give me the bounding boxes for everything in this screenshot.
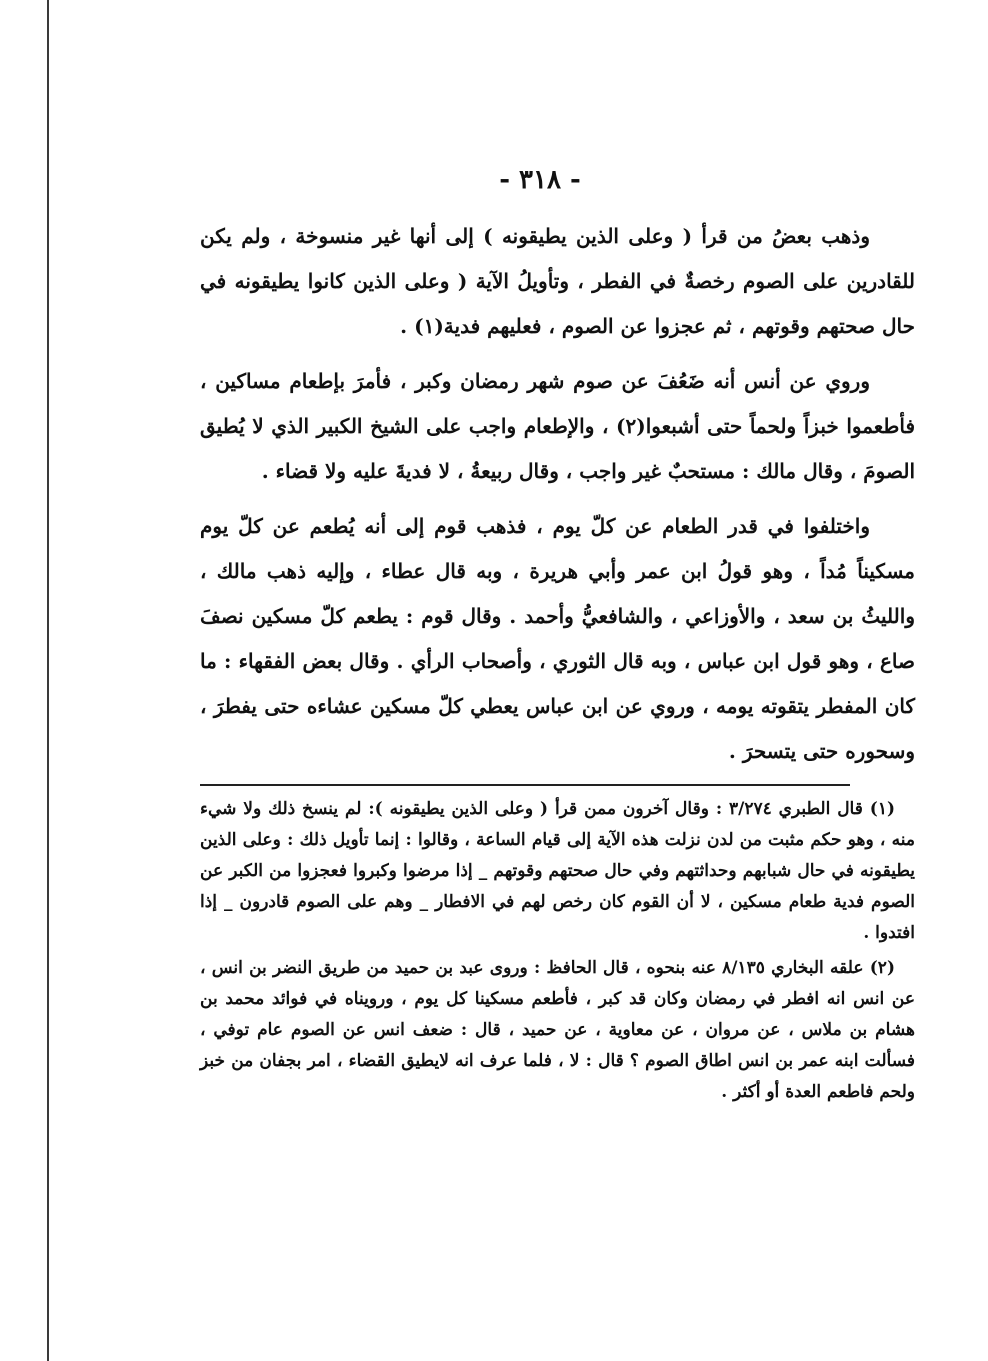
- footnote-separator: [200, 784, 850, 786]
- document-page: [150, 160, 930, 1260]
- footnotes: [200, 794, 915, 1108]
- page-number: - ٣١٨ -: [499, 165, 581, 195]
- paragraph: واختلفوا في قدر الطعام عن كلّ يوم ، فذهب قوم إلى أنه يُطعم عن كلّ يوم مسكيناً مُداً ، وهو قولُ ابن عمر وأبي هريرة ، وبه قال عطاء ، وإليه ذهب مالك ، والليثُ بن سعد ، والأوزاعي ، والشافعيُّ وأحمد . وقال قوم : يطعم كلّ مسكين نصفَ صاع ، وهو قول ابن عباس ، وبه قال الثوري ، وأصحاب الرأي . وقال بعض الفقهاء : ما كان المفطر يتقوته يومه ، وروي عن ابن عباس يعطي كلّ مسكين عشاءه حتى يفطرَ ، وسحوره حتى يتسحرَ .: [200, 514, 915, 763]
- footnote: (٢) علقه البخاري ٨/١٣٥ عنه بنحوه ، قال الحافظ : وروى عبد بن حميد من طريق النضر بن انس ، عن انس انه افطر في رمضان وكان قد كبر ، فأطعم مسكينا كل يوم ، ورويناه في فوائد محمد بن هشام بن ملاس ، عن مروان ، عن معاوية ، عن حميد ، قال : ضعف انس عن الصوم عام توفي ، فسألت ابنه عمر بن انس اطاق الصوم ؟ قال : لا ، فلما عرف انه لايطيق القضاء ، امر بجفان من خبز ولحم فاطعم العدة أو أكثر .: [200, 958, 915, 1102]
- page-margin-line: [47, 0, 49, 1361]
- footnote: (١) قال الطبري ٣/٢٧٤ : وقال آخرون ممن قرأ ( وعلى الذين يطيقونه ): لم ينسخ ذلك ولا شيء منه ، وهو حكم مثبت من لدن نزلت هذه الآية إلى قيام الساعة ، وقالوا : إنما تأويل ذلك : وعلى الذين يطيقونه في حال شبابهم وحداثتهم وفي حال صحتهم وقوتهم _ إذا مرضوا وكبروا فعجزوا من الكبر عن الصوم فدية طعام مسكين ، لا أن القوم كان رخص لهم في الافطار _ وهم على الصوم قادرون _ إذا افتدوا .: [200, 799, 915, 943]
- paragraph: وروي عن أنس أنه ضَعُفَ عن صوم شهر رمضان وكبر ، فأمرَ بإطعام مساكين ، فأطعموا خبزاً ولحماً حتى أشبعوا(٢) ، والإطعام واجب على الشيخ الكبير الذي لا يُطيق الصومَ ، وقال مالك : مستحبٌ غير واجب ، وقال ربيعةُ ، لا فديةَ عليه ولا قضاء .: [200, 369, 915, 483]
- main-text: [200, 214, 915, 774]
- paragraph: وذهب بعضُ من قرأ ( وعلى الذين يطيقونه ) إلى أنها غير منسوخة ، ولم يكن للقادرين على الصوم رخصةٌ في الفطر ، وتأويلُ الآية ( وعلى الذين كانوا يطيقونه في حال صحتهم وقوتهم ، ثم عجزوا عن الصوم ، فعليهم فدية(١) .: [200, 224, 915, 338]
